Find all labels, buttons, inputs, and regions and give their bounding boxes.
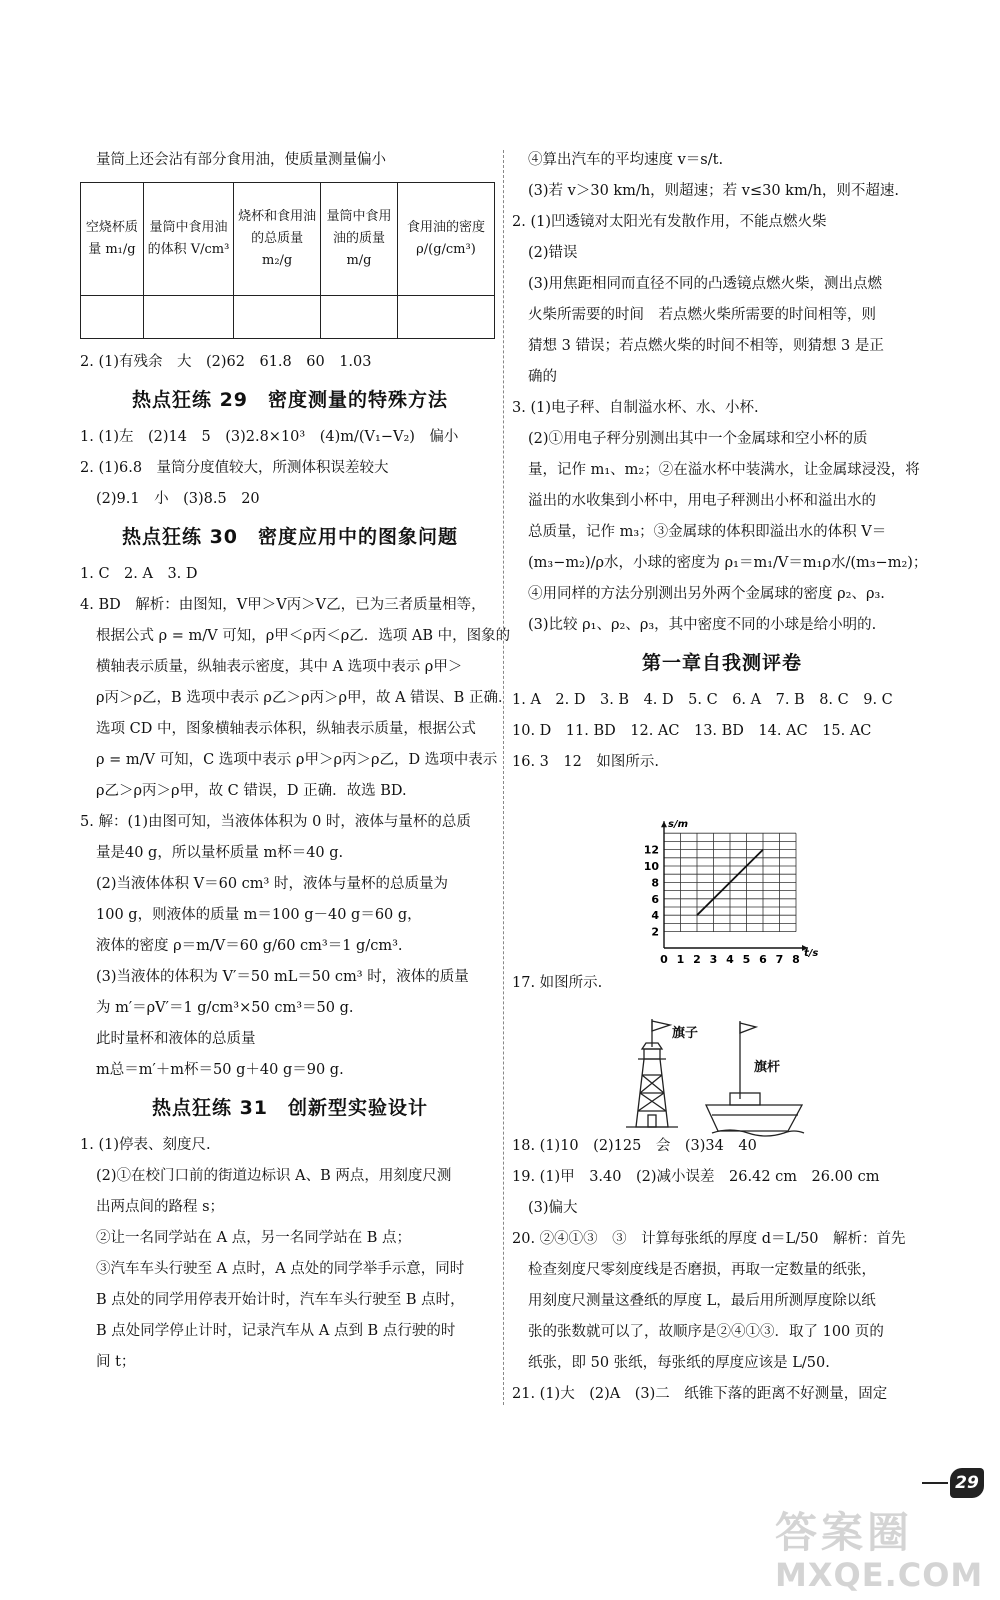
answer-line: 出两点间的路程 s； xyxy=(96,1199,225,1215)
table-header-cell: 量筒中食用油的体积 V/cm³ xyxy=(143,183,233,296)
x-axis-label: t/s xyxy=(804,948,819,959)
answer-line: (2)错误 xyxy=(528,245,578,261)
answer-line: ④算出汽车的平均速度 v＝s/t. xyxy=(528,152,724,168)
table-header-row xyxy=(81,183,495,296)
right-column xyxy=(512,145,932,1410)
answer-line: 1. (1)停表、刻度尺. xyxy=(80,1137,211,1153)
answer-line: 溢出的水收集到小杯中，用电子秤测出小杯和溢出水的 xyxy=(528,493,876,509)
answer-line: 量，记作 m₁、m₂；②在溢水杯中装满水，让金属球浸没，将 xyxy=(528,462,920,478)
section-title-31: 热点狂练 31 创新型实验设计 xyxy=(151,1097,429,1119)
y-tick-label: 12 xyxy=(643,843,659,857)
table-header-cell: 空烧杯质量 m₁/g xyxy=(81,183,144,296)
section-title-chapter1: 第一章自我测评卷 xyxy=(641,652,802,674)
table-header-cell: 量筒中食用油的质量 m/g xyxy=(321,183,398,296)
pole-label: 旗杆 xyxy=(754,1060,781,1075)
answer-line: 4. BD 解析：由图知，V甲＞V丙＞V乙，已为三者质量相等， xyxy=(80,597,486,613)
answer-line: 16. 3 12 如图所示. xyxy=(512,754,659,770)
x-tick-label: 7 xyxy=(775,953,784,966)
y-axis-arrow xyxy=(661,821,667,827)
answer-line: 横轴表示质量，纵轴表示密度，其中 A 选项中表示 ρ甲＞ xyxy=(96,659,463,675)
page-number: 29 xyxy=(950,1468,984,1498)
watermark-line1: 答案圈 xyxy=(775,1508,914,1557)
column-divider xyxy=(503,150,504,1405)
answer-line: 5. 解：(1)由图可知，当液体体积为 0 时，液体与量杯的总质 xyxy=(80,814,471,830)
answer-line: 1. A 2. D 3. B 4. D 5. C 6. A 7. B 8. C 9. C xyxy=(512,692,893,708)
y-axis-label: s/m xyxy=(668,819,689,831)
answer-line: (3)偏大 xyxy=(528,1200,578,1216)
answer-line: 100 g，则液体的质量 m＝100 g－40 g＝60 g， xyxy=(96,907,422,923)
answer-line: (2)9.1 小 (3)8.5 20 xyxy=(96,491,260,507)
answer-line: 此时量杯和液体的总质量 xyxy=(96,1031,256,1047)
answer-line: 3. (1)电子秤、自制溢水杯、水、小杯. xyxy=(512,400,759,416)
answer-line: ρ = m/V 可知，C 选项中表示 ρ甲＞ρ丙＞ρ乙，D 选项中表示 xyxy=(96,752,498,768)
answer-line: 火柴所需要的时间 若点燃火柴所需要的时间相等，则 xyxy=(528,307,876,323)
y-tick-label: 4 xyxy=(651,909,659,923)
watermark-line2: MXQE.COM xyxy=(775,1556,984,1594)
answer-line: 19. (1)甲 3.40 (2)减小误差 26.42 cm 26.00 cm xyxy=(512,1169,880,1185)
boat-drawing xyxy=(706,1021,804,1136)
x-tick-label: 3 xyxy=(709,953,718,966)
y-tick-label: 8 xyxy=(651,876,659,890)
x-tick-label: 8 xyxy=(792,953,800,966)
answer-line: 确的 xyxy=(528,369,557,385)
table-cell xyxy=(143,296,233,339)
x-tick-label: 2 xyxy=(693,953,701,966)
flag-label: 旗子 xyxy=(672,1026,699,1041)
lighthouse-drawing xyxy=(626,1019,678,1127)
answer-line: 20. ②④①③ ③ 计算每张纸的厚度 d＝L/50 解析：首先 xyxy=(512,1231,906,1247)
table-header-cell: 烧杯和食用油的总质量 m₂/g xyxy=(234,183,321,296)
x-tick-label: 0 xyxy=(660,953,668,966)
x-tick-label: 5 xyxy=(742,953,751,966)
answer-line: 17. 如图所示. xyxy=(512,975,603,991)
y-tick-label: 2 xyxy=(651,925,659,939)
answer-line: 总质量，记作 m₃；③金属球的体积即溢出水的体积 V＝ xyxy=(528,524,887,540)
data-table xyxy=(80,182,495,339)
answer-line: B 点处同学停止计时，记录汽车从 A 点到 B 点行驶的时 xyxy=(96,1323,456,1339)
answer-line: 选项 CD 中，图象横轴表示体积，纵轴表示质量，根据公式 xyxy=(96,721,476,737)
answer-line: 纸张，即 50 张纸，每张纸的厚度应该是 L/50. xyxy=(528,1355,830,1371)
answer-line: ②让一名同学站在 A 点，另一名同学站在 B 点； xyxy=(96,1230,412,1246)
page-number-dash xyxy=(922,1482,948,1484)
answer-line: ③汽车车头行驶至 A 点时，A 点处的同学举手示意，同时 xyxy=(96,1261,465,1277)
y-tick-label: 6 xyxy=(651,892,659,906)
answer-line: 2. (1)有残余 大 (2)62 61.8 60 1.03 xyxy=(80,354,372,370)
answer-line: ④用同样的方法分别测出另外两个金属球的密度 ρ₂、ρ₃. xyxy=(528,586,885,602)
answer-line: 2. (1)凹透镜对太阳光有发散作用，不能点燃火柴 xyxy=(512,214,827,230)
answer-line: 检查刻度尺零刻度线是否磨损，再取一定数量的纸张， xyxy=(528,1262,876,1278)
answer-line: 1. (1)左 (2)14 5 (3)2.8×10³ (4)m/(V₁−V₂) 偏小 xyxy=(80,429,459,445)
answer-line: (2)当液体体积 V＝60 cm³ 时，液体与量杯的总质量为 xyxy=(96,876,448,892)
watermark xyxy=(775,1500,983,1594)
table-cell xyxy=(321,296,398,339)
answer-line: (2)①用电子秤分别测出其中一个金属球和空小杯的质 xyxy=(528,431,868,447)
answer-line: (3)当液体的体积为 V′＝50 mL＝50 cm³ 时，液体的质量 xyxy=(96,969,469,985)
answer-line: 2. (1)6.8 量筒分度值较大，所测体积误差较大 xyxy=(80,460,389,476)
answer-line: ρ丙＞ρ乙，B 选项中表示 ρ乙＞ρ丙＞ρ甲，故 A 错误、B 正确． xyxy=(96,690,513,706)
answer-line: 张的张数就可以了，故顺序是②④①③．取了 100 页的 xyxy=(528,1324,884,1340)
table-header-cell: 食用油的密度 ρ/(g/cm³) xyxy=(397,183,494,296)
table-cell xyxy=(81,296,144,339)
answer-line: 用刻度尺测量这叠纸的厚度 L，最后用所测厚度除以纸 xyxy=(528,1293,876,1309)
x-tick-label: 6 xyxy=(759,953,767,966)
y-tick-label: 10 xyxy=(643,860,659,873)
answer-line: (3)用焦距相同而直径不同的凸透镜点燃火柴，测出点燃 xyxy=(528,276,883,292)
section-title-29: 热点狂练 29 密度测量的特殊方法 xyxy=(131,389,449,411)
answer-line: B 点处的同学用停表开始计时，汽车车头行驶至 B 点时， xyxy=(96,1292,465,1308)
answer-line: ρ乙＞ρ丙＞ρ甲，故 C 错误，D 正确．故选 BD. xyxy=(96,783,407,799)
answer-line: 根据公式 ρ = m/V 可知，ρ甲＜ρ丙＜ρ乙．选项 AB 中，图象的 xyxy=(96,628,511,644)
answer-line: 1. C 2. A 3. D xyxy=(80,566,198,582)
answer-line: 量是40 g，所以量杯质量 m杯＝40 g. xyxy=(96,845,344,861)
answer-line: 液体的密度 ρ＝m/V＝60 g/60 cm³＝1 g/cm³. xyxy=(96,938,403,954)
table-cell xyxy=(397,296,494,339)
answer-line: 21. (1)大 (2)A (3)二 纸锥下落的距离不好测量，固定 xyxy=(512,1386,888,1402)
answer-line: 间 t； xyxy=(96,1354,136,1370)
answer-line: (3)若 v＞30 km/h，则超速；若 v≤30 km/h，则不超速. xyxy=(528,183,900,199)
answer-line: 10. D 11. BD 12. AC 13. BD 14. AC 15. AC xyxy=(512,723,872,739)
table-empty-row xyxy=(81,296,495,339)
answer-line: (3)比较 ρ₁、ρ₂、ρ₃，其中密度不同的小球是给小明的. xyxy=(528,617,877,633)
section-title-30: 热点狂练 30 密度应用中的图象问题 xyxy=(121,526,459,548)
intro-line: 量筒上还会沾有部分食用油，使质量测量偏小 xyxy=(96,152,386,168)
answer-line: 18. (1)10 (2)125 会 (3)34 40 xyxy=(512,1138,757,1154)
x-tick-label: 1 xyxy=(676,953,685,966)
answer-line: 为 m′＝ρV′＝1 g/cm³×50 cm³＝50 g. xyxy=(96,1000,354,1016)
lighthouse-boat-figure xyxy=(620,1015,830,1140)
x-tick-label: 4 xyxy=(726,953,734,966)
answer-line: 猜想 3 错误；若点燃火柴的时间不相等，则猜想 3 是正 xyxy=(528,338,884,354)
left-column xyxy=(80,145,513,1378)
answer-line: (2)①在校门口前的街道边标识 A、B 两点，用刻度尺测 xyxy=(96,1168,452,1184)
answer-line: m总＝m′＋m杯＝50 g＋40 g＝90 g. xyxy=(96,1062,344,1078)
s-t-chart xyxy=(640,800,830,985)
table-cell xyxy=(234,296,321,339)
answer-line: (m₃−m₂)/ρ水，小球的密度为 ρ₁＝m₁/V＝m₁ρ水/(m₃−m₂)； xyxy=(528,555,928,571)
